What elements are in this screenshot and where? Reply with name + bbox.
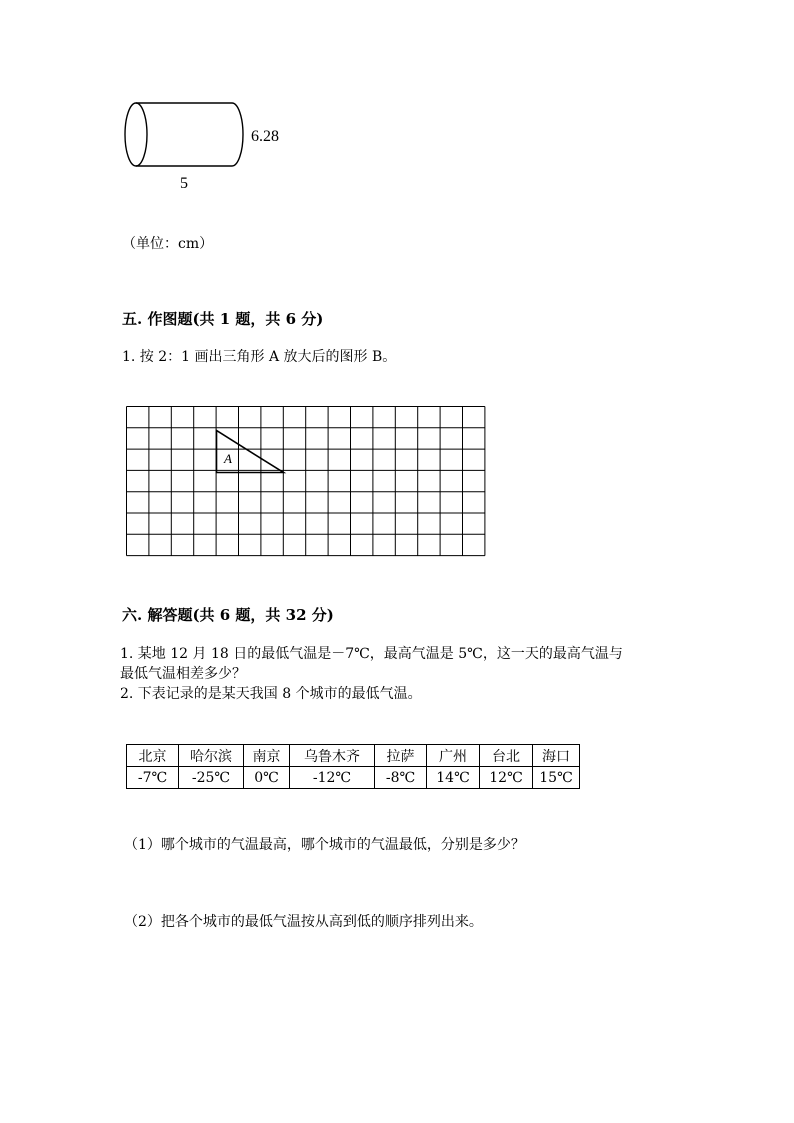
table-cell: 14℃ bbox=[427, 767, 480, 789]
table-cell: 哈尔滨 bbox=[179, 745, 244, 767]
section6-subquestion-1: （1）哪个城市的气温最高，哪个城市的气温最低，分别是多少？ bbox=[124, 837, 525, 853]
table-cell: -7℃ bbox=[127, 767, 179, 789]
section6-question-1-line1: 1. 某地 12 月 18 日的最低气温是－7℃，最高气温是 5℃，这一天的最高气温与 bbox=[120, 646, 623, 662]
table-row-cities bbox=[127, 745, 580, 767]
section6-subquestion-2: （2）把各个城市的最低气温按从高到低的顺序排列出来。 bbox=[124, 914, 483, 930]
section6-question-1-line2: 最低气温相差多少？ bbox=[120, 666, 246, 682]
table-cell: 0℃ bbox=[244, 767, 290, 789]
section5-question-1: 1. 按 2：1 画出三角形 A 放大后的图形 B。 bbox=[122, 349, 397, 365]
table-cell: -25℃ bbox=[179, 767, 244, 789]
table-cell: 南京 bbox=[244, 745, 290, 767]
table-cell: 拉萨 bbox=[375, 745, 427, 767]
drawing-grid bbox=[126, 406, 491, 562]
cylinder-length-label: 5 bbox=[180, 175, 188, 192]
table-cell: 广州 bbox=[427, 745, 480, 767]
section6-heading: 六. 解答题(共 6 题，共 32 分) bbox=[122, 606, 334, 624]
section5-heading: 五. 作图题(共 1 题，共 6 分) bbox=[122, 310, 324, 328]
triangle-a-label: A bbox=[224, 451, 232, 466]
table-cell: 12℃ bbox=[480, 767, 533, 789]
table-cell: 海口 bbox=[533, 745, 580, 767]
table-cell: 台北 bbox=[480, 745, 533, 767]
unit-note: （单位：cm） bbox=[122, 236, 214, 252]
table-cell: 乌鲁木齐 bbox=[290, 745, 375, 767]
table-cell: -8℃ bbox=[375, 767, 427, 789]
table-row-temps bbox=[127, 767, 580, 789]
section6-question-2: 2. 下表记录的是某天我国 8 个城市的最低气温。 bbox=[120, 686, 422, 702]
table-cell: -12℃ bbox=[290, 767, 375, 789]
cylinder-height-label: 6.28 bbox=[251, 128, 279, 145]
cylinder-figure bbox=[118, 96, 308, 196]
table-cell: 北京 bbox=[127, 745, 179, 767]
temperature-table bbox=[126, 744, 580, 789]
table-cell: 15℃ bbox=[533, 767, 580, 789]
